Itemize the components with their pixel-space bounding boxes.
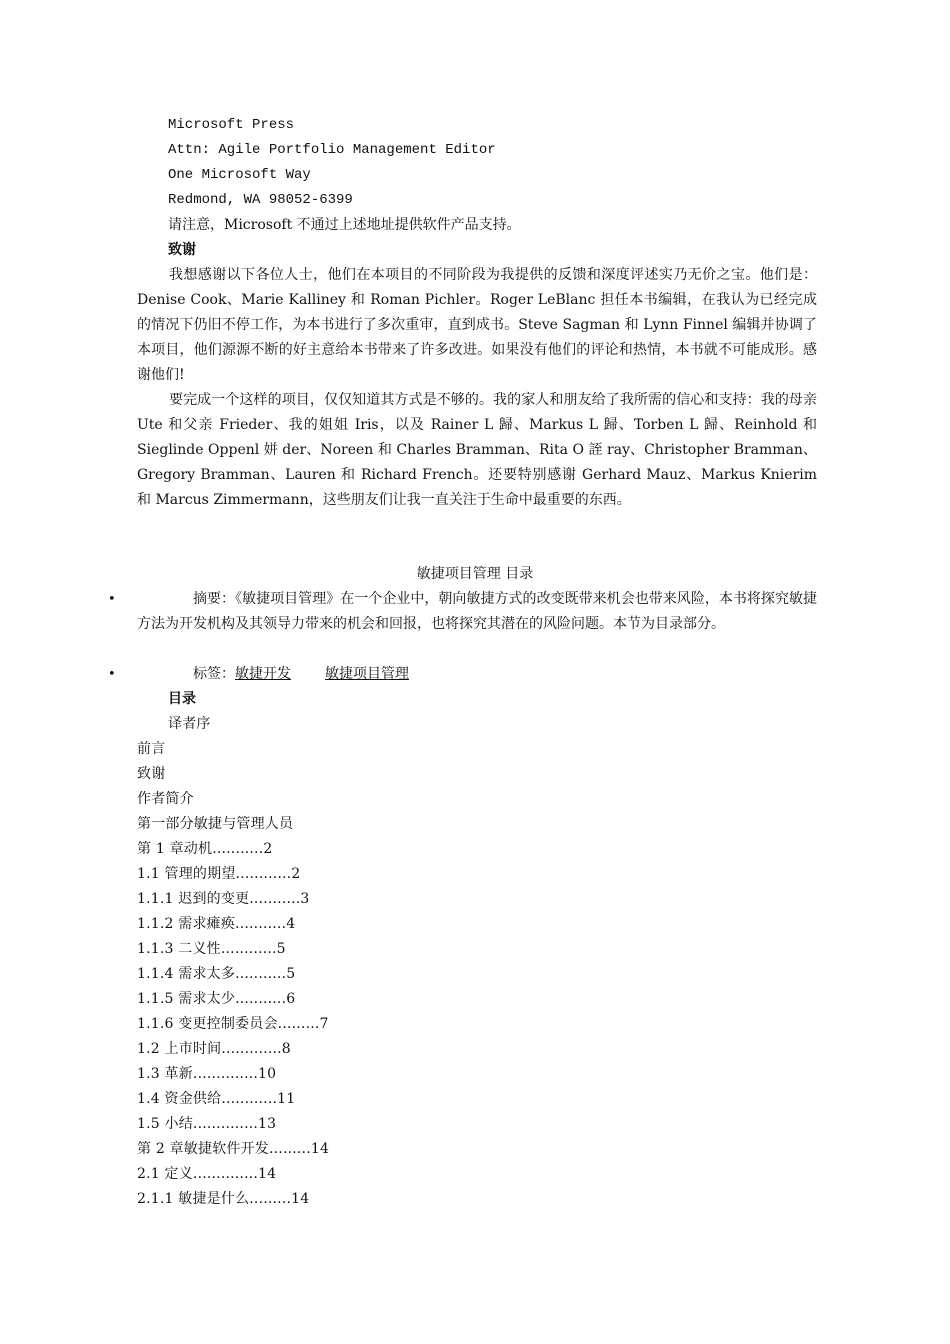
tags-row [193,662,409,687]
toc-entry: 第 2 章敏捷软件开发.........14 [137,1141,330,1157]
toc-entry: 1.1.4 需求太多...........5 [137,966,296,982]
bullet-marker: • [108,667,116,682]
acknowledgements-paragraph-2: 要完成一个这样的项目，仅仅知道其方式是不够的。我的家人和朋友给了我所需的信心和支持：我的母亲 Ute 和父亲 Frieder、我的姐姐 Iris，以及 Rainer L 歸、Markus L 歸、Torben L 歸、Reinhold 和 Sieglinde Oppenl 姘 der、Noreen 和 Charles Bramman、Rita O 誈 ray、Christopher Bramman、Gregory Bramman、Lauren 和 Richard French。还要特别感谢 Gerhard Mauz、Markus Knierim 和 Marcus Zimmermann，这些朋友们让我一直关注于生命中最重要的东西。 [137,392,817,508]
toc-entry: 致谢 [137,766,166,782]
toc-heading: 目录 [168,691,196,707]
address-line-2: Attn: Agile Portfolio Management Editor [168,142,496,158]
toc-entry: 1.4 资金供给............11 [137,1091,296,1107]
toc-entry: 前言 [137,741,166,757]
toc-entry: 1.3 革新..............10 [137,1066,277,1082]
tags-label: 标签： [193,666,235,682]
address-line-3: One Microsoft Way [168,167,311,183]
toc-entry: 1.1.5 需求太少...........6 [137,991,296,1007]
address-line-4: Redmond, WA 98052-6399 [168,192,353,208]
toc-entry: 1.1.3 二义性............5 [137,941,286,957]
toc-entry: 2.1.1 敏捷是什么.........14 [137,1191,310,1207]
support-note: 请注意，Microsoft 不通过上述地址提供软件产品支持。 [168,217,521,233]
tag-link-agile-project-management[interactable]: 敏捷项目管理 [325,666,409,682]
toc-entry: 第一部分敏捷与管理人员 [137,816,294,832]
toc-entry: 2.1 定义..............14 [137,1166,277,1182]
catalog-title: 敏捷项目管理 目录 [416,566,534,582]
bullet-marker: • [108,592,116,607]
toc-entry: 作者简介 [137,791,194,807]
acknowledgements-heading: 致谢 [168,242,196,258]
toc-entry: 1.1.6 变更控制委员会.........7 [137,1016,329,1032]
toc-entry: 1.2 上市时间.............8 [137,1041,291,1057]
toc-entry: 1.1.2 需求瘫痪...........4 [137,916,296,932]
catalog-abstract: 摘要：《敏捷项目管理》在一个企业中，朝向敏捷方式的改变既带来机会也带来风险，本书将探究敏捷方法为开发机构及其领导力带来的机会和回报，也将探究其潜在的风险问题。本节为目录部分。 [137,591,817,632]
toc-entry: 译者序 [168,716,211,732]
toc-entry: 第 1 章动机...........2 [137,841,273,857]
toc-entry: 1.1.1 迟到的变更...........3 [137,891,310,907]
tag-link-agile-development[interactable]: 敏捷开发 [235,666,291,682]
address-line-1: Microsoft Press [168,117,295,133]
acknowledgements-paragraph-1: 我想感谢以下各位人士，他们在本项目的不同阶段为我提供的反馈和深度评述实乃无价之宝。他们是：Denise Cook、Marie Kalliney 和 Roman Pichler。Roger LeBlanc 担任本书编辑，在我认为已经完成的情况下仍旧不停工作，为本书进行了多次重审，直到成书。Steve Sagman 和 Lynn Finnel 编辑并协调了本项目，他们源源不断的好主意给本书带来了许多改进。如果没有他们的评论和热情，本书就不可能成形。感谢他们! [137,267,817,383]
toc-entry: 1.5 小结..............13 [137,1116,277,1132]
toc-entry: 1.1 管理的期望............2 [137,866,301,882]
